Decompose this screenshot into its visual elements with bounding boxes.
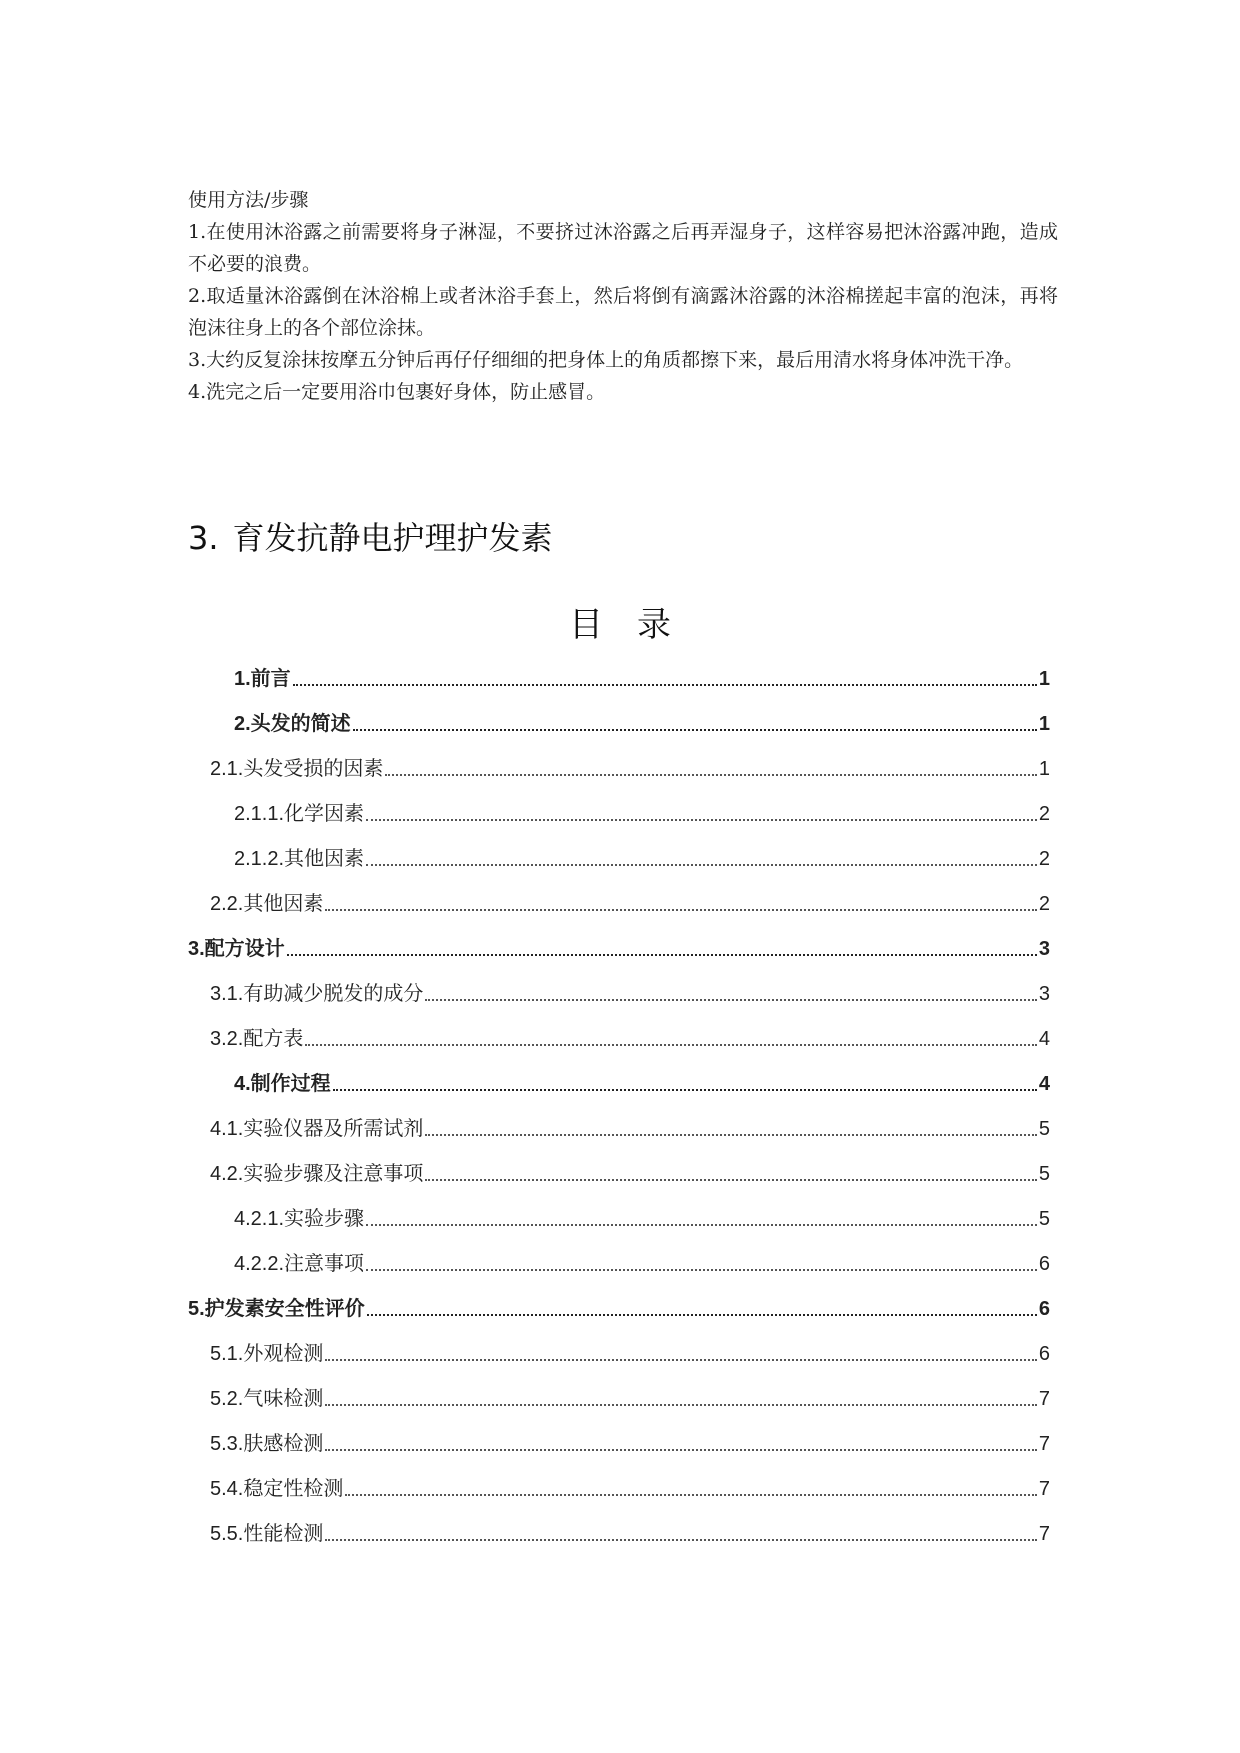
toc-entry-label: 5.护发素安全性评价 — [188, 1298, 365, 1320]
toc-entry[interactable] — [210, 1159, 1050, 1189]
toc-entry[interactable] — [210, 1024, 1050, 1054]
toc-entry-label: 2.头发的简述 — [234, 713, 351, 735]
toc-leader-dots — [293, 684, 1037, 686]
toc-entry-label: 2.1.1.化学因素 — [234, 803, 365, 825]
toc-entry[interactable] — [234, 664, 1050, 694]
toc-entry-page: 7 — [1038, 1523, 1050, 1545]
toc-entry-label: 4.制作过程 — [234, 1073, 331, 1095]
toc-leader-dots — [345, 1494, 1037, 1496]
toc-entry[interactable] — [234, 1069, 1050, 1099]
toc-entry-page: 6 — [1038, 1253, 1050, 1275]
toc-entry-page: 2 — [1038, 893, 1050, 915]
toc-leader-dots — [425, 1179, 1037, 1181]
usage-step-4: 4.洗完之后一定要用浴巾包裹好身体，防止感冒。 — [188, 381, 606, 403]
toc-entry-page: 1 — [1038, 668, 1050, 690]
toc-entry-page: 2 — [1038, 803, 1050, 825]
toc-leader-dots — [325, 1359, 1037, 1361]
toc-entry[interactable] — [210, 1519, 1050, 1549]
usage-step-3: 3.大约反复涂抹按摩五分钟后再仔仔细细的把身体上的角质都擦下来，最后用清水将身体冲洗干净。 — [188, 349, 1024, 371]
toc-leader-dots — [366, 819, 1037, 821]
toc-entry-page: 7 — [1038, 1478, 1050, 1500]
toc-entry[interactable] — [210, 1384, 1050, 1414]
toc-entry-label: 5.3.肤感检测 — [210, 1433, 324, 1455]
toc-entry-page: 1 — [1038, 713, 1050, 735]
toc-leader-dots — [366, 1224, 1037, 1226]
toc-entry-page: 5 — [1038, 1118, 1050, 1140]
toc-entry[interactable] — [210, 1474, 1050, 1504]
toc-leader-dots — [305, 1044, 1037, 1046]
toc-leader-dots — [325, 909, 1037, 911]
toc-entry-page: 5 — [1038, 1163, 1050, 1185]
toc-entry[interactable] — [210, 1429, 1050, 1459]
toc-entry[interactable] — [210, 889, 1050, 919]
toc-leader-dots — [325, 1404, 1037, 1406]
toc-entry-label: 4.2.实验步骤及注意事项 — [210, 1163, 424, 1185]
toc-leader-dots — [425, 999, 1037, 1001]
section-heading — [188, 516, 553, 560]
toc-leader-dots — [366, 864, 1037, 866]
toc-entry-page: 2 — [1038, 848, 1050, 870]
toc-entry-page: 1 — [1038, 758, 1050, 780]
toc-entry-label: 3.1.有助减少脱发的成分 — [210, 983, 424, 1005]
toc-entry[interactable] — [234, 844, 1050, 874]
usage-step-2: 2.取适量沐浴露倒在沐浴棉上或者沐浴手套上，然后将倒有滴露沐浴露的沐浴棉搓起丰富的泡沫，再将泡沫往身上的各个部位涂抹。 — [188, 285, 1058, 339]
toc-entry[interactable] — [210, 754, 1050, 784]
usage-step-1: 1.在使用沐浴露之前需要将身子淋湿，不要挤过沐浴露之后再弄湿身子，这样容易把沐浴露冲跑，造成不必要的浪费。 — [188, 221, 1058, 275]
toc-entry-label: 4.1.实验仪器及所需试剂 — [210, 1118, 424, 1140]
usage-title: 使用方法/步骤 — [188, 189, 309, 211]
toc-leader-dots — [287, 954, 1037, 956]
toc-entry-label: 5.5.性能检测 — [210, 1523, 324, 1545]
toc-entry-label: 4.2.2.注意事项 — [234, 1253, 365, 1275]
toc-leader-dots — [333, 1089, 1037, 1091]
toc-entry-page: 3 — [1038, 983, 1050, 1005]
toc-entry-label: 3.2.配方表 — [210, 1028, 304, 1050]
toc-entry-page: 6 — [1038, 1343, 1050, 1365]
toc-entry[interactable] — [234, 799, 1050, 829]
toc-entry[interactable] — [188, 1294, 1050, 1324]
toc-entry-label: 1.前言 — [234, 668, 291, 690]
toc-entry-page: 5 — [1038, 1208, 1050, 1230]
toc-entry[interactable] — [234, 1204, 1050, 1234]
toc-entry-label: 2.2.其他因素 — [210, 893, 324, 915]
toc-leader-dots — [325, 1539, 1037, 1541]
toc-leader-dots — [367, 1314, 1037, 1316]
toc-entry-label: 4.2.1.实验步骤 — [234, 1208, 365, 1230]
toc-entry[interactable] — [234, 1249, 1050, 1279]
toc-entry-label: 5.4.稳定性检测 — [210, 1478, 344, 1500]
toc-entry[interactable] — [210, 1339, 1050, 1369]
toc-leader-dots — [425, 1134, 1037, 1136]
toc-entry-label: 5.2.气味检测 — [210, 1388, 324, 1410]
toc-entry-label: 2.1.2.其他因素 — [234, 848, 365, 870]
toc-entry-page: 7 — [1038, 1388, 1050, 1410]
toc-leader-dots — [385, 774, 1037, 776]
toc-leader-dots — [353, 729, 1037, 731]
toc-leader-dots — [325, 1449, 1037, 1451]
toc-entry-page: 4 — [1038, 1028, 1050, 1050]
toc-entry[interactable] — [210, 979, 1050, 1009]
usage-section — [188, 184, 1058, 408]
toc-leader-dots — [366, 1269, 1037, 1271]
toc-entry-label: 3.配方设计 — [188, 938, 285, 960]
toc-entry[interactable] — [210, 1114, 1050, 1144]
toc-entry-label: 5.1.外观检测 — [210, 1343, 324, 1365]
toc-entry-page: 4 — [1038, 1073, 1050, 1095]
section-number: 3. — [188, 519, 219, 557]
toc-entry[interactable] — [188, 934, 1050, 964]
section-title: 育发抗静电护理护发素 — [232, 519, 553, 557]
toc-entry-page: 7 — [1038, 1433, 1050, 1455]
toc-entry[interactable] — [234, 709, 1050, 739]
toc-entry-label: 2.1.头发受损的因素 — [210, 758, 384, 780]
toc-entry-page: 6 — [1038, 1298, 1050, 1320]
toc-entry-page: 3 — [1038, 938, 1050, 960]
toc-title: 目录 — [569, 605, 705, 645]
